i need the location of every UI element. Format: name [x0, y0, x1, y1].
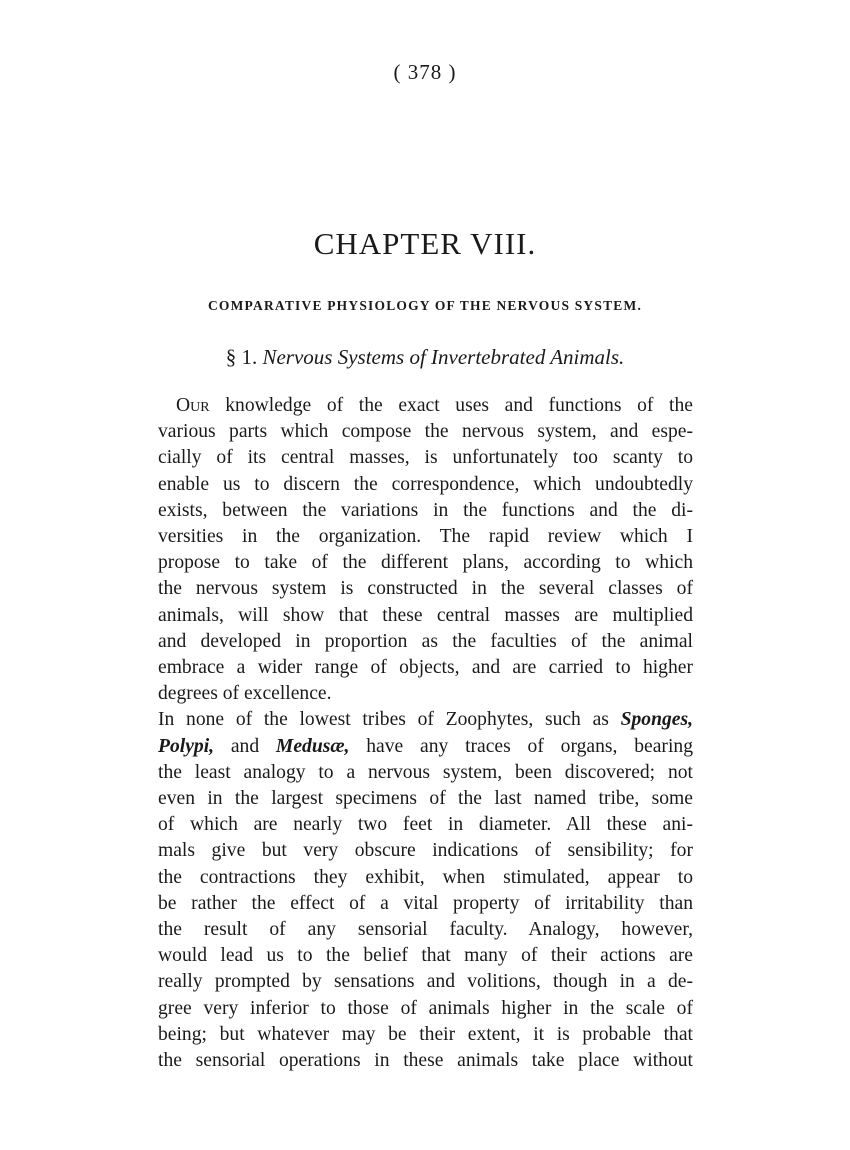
paragraph-1-line: and developed in proportion as the faculties of the animal	[158, 630, 693, 652]
page-number: ( 378 )	[393, 60, 457, 84]
paragraph-2-line: Polypi, and Medusæ, have any traces of organs, bearing	[158, 735, 693, 757]
section-heading	[0, 345, 850, 370]
opening-word: Our	[176, 395, 210, 416]
paragraph-2-line: the contractions they exhibit, when stimulated, appear to	[158, 866, 693, 888]
paragraph-2-line: mals give but very obscure indications of sensibility; for	[158, 840, 693, 862]
paragraph-2-line: the result of any sensorial faculty. Analogy, however,	[158, 919, 693, 941]
paragraph-1-line: exists, between the variations in the functions and the di-	[158, 499, 693, 521]
paragraph-2-line: of which are nearly two feet in diameter. All these ani-	[158, 814, 693, 836]
italic-term: Medusæ,	[275, 735, 350, 757]
paragraph-1-line: Our knowledge of the exact uses and functions of the	[176, 395, 693, 416]
paragraph-2-line: would lead us to the belief that many of their actions are	[158, 945, 693, 967]
paragraph-2-line: really prompted by sensations and volitions, though in a de-	[158, 971, 693, 993]
paragraph-2-line: being; but whatever may be their extent, it is probable that	[158, 1023, 693, 1045]
paragraph-2-line: In none of the lowest tribes of Zoophytes, such as Sponges,	[158, 709, 693, 731]
chapter-subtitle: COMPARATIVE PHYSIOLOGY OF THE NERVOUS SYSTEM.	[207, 298, 643, 313]
paragraph-2-line: even in the largest specimens of the last named tribe, some	[158, 788, 693, 810]
paragraph-1-line: various parts which compose the nervous system, and espe-	[158, 421, 693, 443]
paragraph-2-line: the least analogy to a nervous system, been discovered; not	[158, 761, 693, 783]
paragraph-1-line: the nervous system is constructed in the several classes of	[158, 578, 693, 600]
paragraph-1-line: animals, will show that these central masses are multiplied	[158, 604, 693, 626]
paragraph-1-line: enable us to discern the correspondence, which undoubtedly	[158, 473, 693, 495]
paragraph-2-line: be rather the effect of a vital property of irritability than	[158, 892, 693, 914]
paragraph-1-line: versities in the organization. The rapid review which I	[158, 526, 693, 548]
paragraph-2-line: gree very inferior to those of animals higher in the scale of	[158, 997, 693, 1019]
section-number: § 1.	[225, 345, 258, 369]
body-text	[158, 393, 693, 1074]
paragraph-1-line: embrace a wider range of objects, and are carried to higher	[158, 657, 693, 679]
chapter-title: CHAPTER VIII.	[313, 226, 537, 261]
paragraph-1-line: degrees of excellence.	[158, 683, 332, 705]
italic-term: Sponges,	[620, 709, 693, 731]
italic-term: Polypi,	[158, 735, 215, 757]
section-title: Nervous Systems of Invertebrated Animals.	[262, 345, 625, 369]
paragraph-1-line: cially of its central masses, is unfortunately too scanty to	[158, 447, 693, 469]
paragraph-2-line: the sensorial operations in these animals take place without	[158, 1050, 693, 1072]
paragraph-1-line: propose to take of the different plans, according to which	[158, 552, 693, 574]
